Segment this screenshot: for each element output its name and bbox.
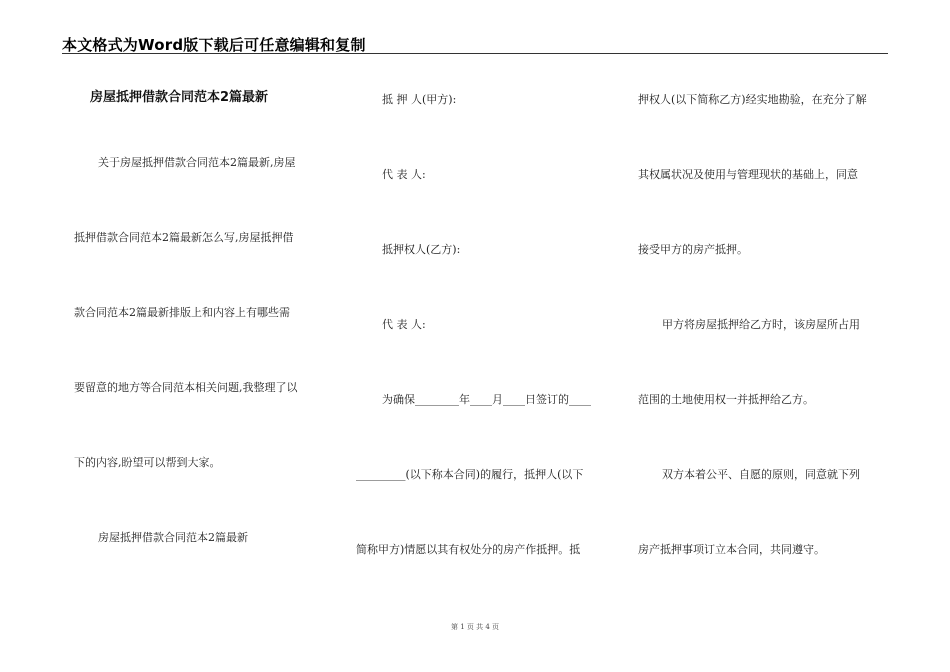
document-header-banner: 本文格式为Word版下载后可任意编辑和复制 xyxy=(62,36,366,54)
paragraph-line: 接受甲方的房产抵押。 xyxy=(638,243,748,256)
document-title: 房屋抵押借款合同范本2篇最新 xyxy=(90,90,269,105)
paragraph-line: 为确保________年____月____日签订的____ xyxy=(382,393,591,406)
section-heading: 房屋抵押借款合同范本2篇最新 xyxy=(98,531,248,544)
mortgagee-label: 抵押权人(乙方): xyxy=(382,243,461,256)
text-column-middle xyxy=(356,60,612,620)
paragraph-line: 抵押借款合同范本2篇最新怎么写,房屋抵押借 xyxy=(74,231,294,244)
text-column-left xyxy=(74,60,324,620)
paragraph-line: 简称甲方)情愿以其有权处分的房产作抵押。抵 xyxy=(356,543,581,556)
paragraph-line: _________(以下称本合同)的履行，抵押人(以下 xyxy=(356,468,584,481)
paragraph-line: 款合同范本2篇最新排版上和内容上有哪些需 xyxy=(74,306,290,319)
paragraph-line: 房产抵押事项订立本合同，共同遵守。 xyxy=(638,543,825,556)
paragraph-line: 关于房屋抵押借款合同范本2篇最新,房屋 xyxy=(98,156,296,169)
page-number: 第 1 页 共 4 页 xyxy=(450,623,500,631)
paragraph-line: 押权人(以下简称乙方)经实地勘验，在充分了解 xyxy=(638,93,867,106)
representative-label: 代 表 人: xyxy=(382,318,426,331)
paragraph-line: 甲方将房屋抵押给乙方时，该房屋所占用 xyxy=(662,318,860,331)
paragraph-line: 范围的土地使用权一并抵押给乙方。 xyxy=(638,393,814,406)
paragraph-line: 其权属状况及使用与管理现状的基础上，同意 xyxy=(638,168,858,181)
paragraph-line: 双方本着公平、自愿的原则，同意就下列 xyxy=(662,468,860,481)
mortgagor-label: 抵 押 人(甲方): xyxy=(382,93,457,106)
representative-label: 代 表 人: xyxy=(382,168,426,181)
header-divider xyxy=(62,53,888,54)
paragraph-line: 下的内容,盼望可以帮到大家。 xyxy=(74,456,221,469)
paragraph-line: 要留意的地方等合同范本相关问题,我整理了以 xyxy=(74,381,298,394)
text-column-right xyxy=(638,60,890,620)
